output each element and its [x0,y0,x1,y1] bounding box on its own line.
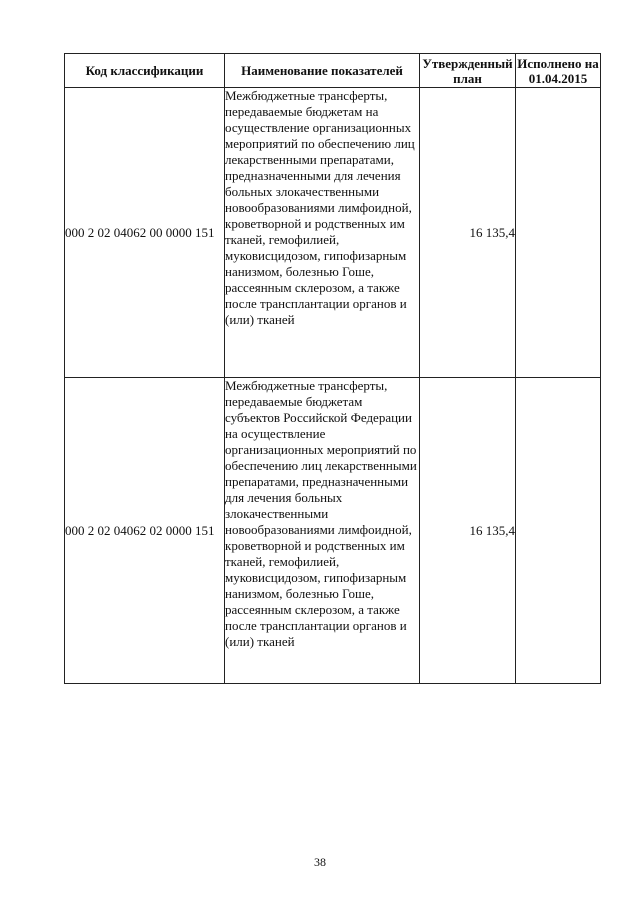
executed-value [516,378,601,684]
classification-code: 000 2 02 04062 00 0000 151 [65,88,225,378]
header-done: Исполнено на 01.04.2015 [517,55,599,86]
page-number: 38 [314,855,326,869]
table-row [65,88,601,378]
classification-code: 000 2 02 04062 02 0000 151 [65,378,225,684]
budget-table [64,53,601,684]
indicator-name: Межбюджетные трансферты, передаваемые бюджетам субъектов Российской Федерации на осуществление организационных мероприятий по обеспечению лиц лекарственными препаратами, предназначенными для лечения больных злокачественными новообразованиями лимфоидной, кроветворной и родственных им тканей, гемофилией, муковисцидозом, гипофизарным нанизмом, болезнью Гоше, рассеянным склерозом, а также после трансплантации органов и (или) тканей [225,378,420,684]
executed-value [516,88,601,378]
table-row [65,378,601,684]
table-header-row [65,54,601,88]
indicator-name: Межбюджетные трансферты, передаваемые бюджетам на осуществление организационных мероприятий по обеспечению лиц лекарственными препаратами, предназначенными для лечения больных злокачественными новообразованиями лимфоидной, кроветворной и родственных им тканей, гемофилией, муковисцидозом, гипофизарным нанизмом, болезнью Гоше, рассеянным склерозом, а также после трансплантации органов и (или) тканей [225,88,420,378]
header-name: Наименование показателей [225,54,420,88]
approved-plan-value: 16 135,4 [420,88,516,378]
header-plan: Утвержденный план [420,54,516,88]
header-code: Код классификации [65,54,225,88]
approved-plan-value: 16 135,4 [420,378,516,684]
